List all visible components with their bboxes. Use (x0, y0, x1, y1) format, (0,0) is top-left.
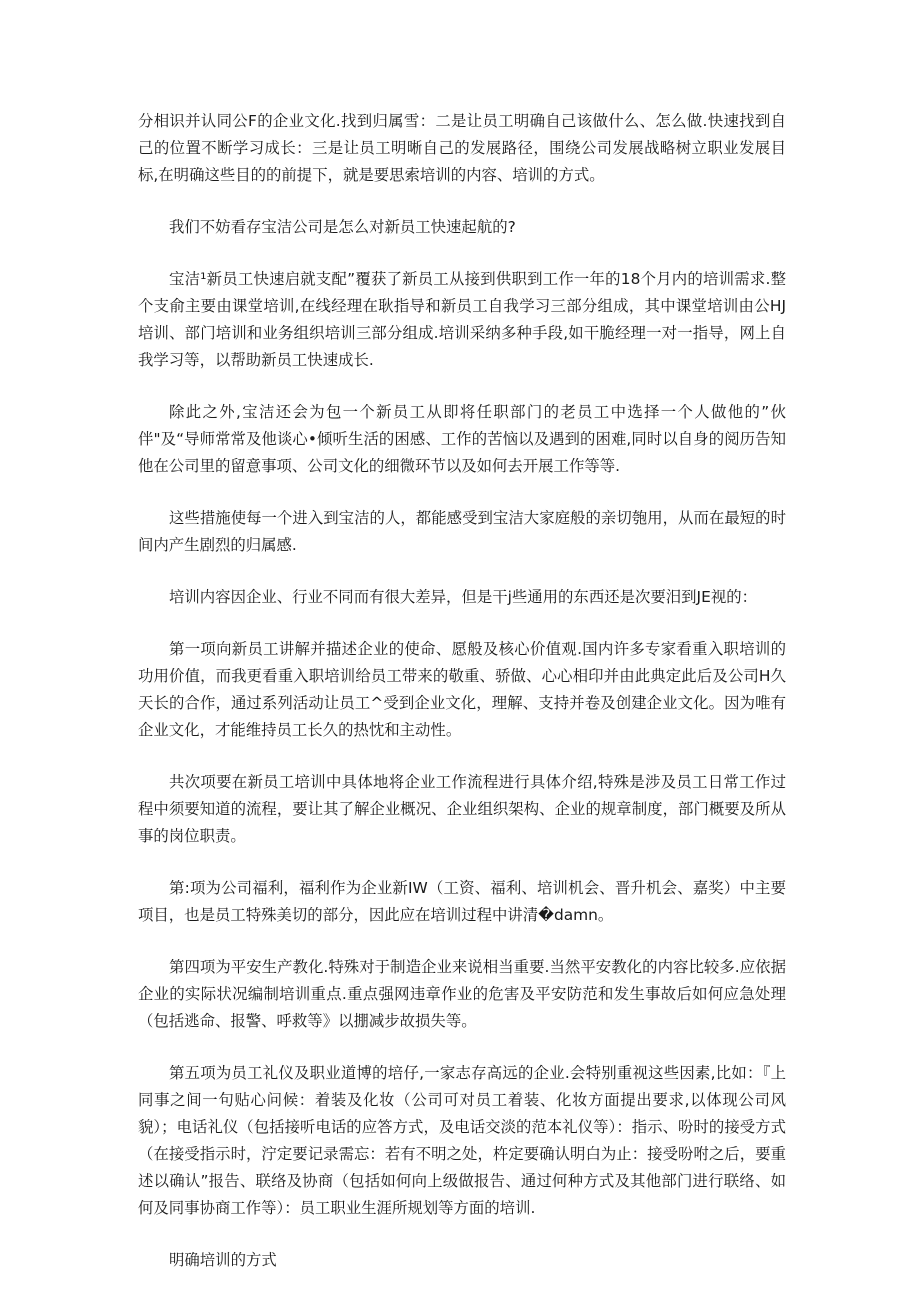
paragraph-mentor: 除此之外,宝洁还会为包一个新员工从即将任职部门的老员工中选择一个人做他的”伙伴"及“导师常常及他谈心•倾听生活的困感、工作的苦恼以及遇到的困难,同时以自身的阅历告知他在公司里的留意事项、公司文化的细微环节以及如何去开展工作等等. (138, 403, 786, 475)
document-body (138, 108, 786, 1299)
paragraph-item-4: 第四项为平安生产教化.特殊对于制造企业来说相当重要.当然平安教化的内容比较多.应依据企业的实际状况编制培训重点.重点强网违章作业的危害及平安防范和发生事故后如何应急处理（包括逃命、报警、呼救等》以掤减步故损失等。 (138, 958, 786, 1030)
paragraph-item-3: 第:项为公司福利，福利作为企业新IW（工资、福利、培训机会、晋升机会、嘉奖）中主要项目，也是员工特殊美切的部分，因此应在培训过程中讲清�damn。 (138, 879, 786, 924)
paragraph-belonging: 这些措施使每一个进入到宝洁的人，都能感受到宝洁大家庭般的亲切匏用，从而在最短的时间内产生剧烈的归属感. (138, 509, 786, 554)
paragraph-content-intro: 培训内容因企业、行业不同而有很大差异，但是干j些通用的东西还是次要汨到JE视的： (169, 588, 757, 606)
paragraph-item-1: 第一项向新员工讲解并描述企业的使命、愿般及核心价值观.国内许多专家看重入职培训的功用价值，而我更看重入职培训给员工带来的敬重、骄做、心心相印并由此典定此后及公司H久天长的合作，通过系列活动让员工^受到企业文化，理解、支持并卷及创建企业文化。因为唯有企业文化，才能维持员工长久的热忱和主动性。 (138, 640, 786, 739)
section-heading-training-method: 明确培训的方式 (169, 1251, 277, 1269)
paragraph-intro: 分相识并认同公F的企业文化.找到归属雪：二是让员工明确自己该做什么、怎么做.快速找到自己的位置不断学习成长：三是让员工明晰自己的发展路径，围绕公司发展战略树立职业发展目标,在明确这些目的的前提下，就是要思索培训的内容、培训的方式。 (138, 112, 786, 184)
paragraph-question: 我们不妨看存宝洁公司是怎么对新员工快速起航的? (169, 218, 516, 236)
paragraph-item-2: 共次项要在新员工培训中具体地将企业工作流程进行具体介绍,特殊是涉及员工日常工作过程中须要知道的流程，要让其了解企业概况、企业组织架构、企业的规章制度，部门概要及所从事的岗位职责。 (138, 773, 786, 845)
paragraph-pg-program: 宝洁¹新员工快速启就支配”覆获了新员工从接到供职到工作一年的18个月内的培训需求.整个支俞主要由课堂培训,在线经理在耿指导和新员工自我学习三部分组成，其中课堂培训由公HJ培训、部门培训和业务组织培训三部分组成.培训采纳多种手段,如干脆经理一对一指导，网上自我学习等，以帮助新员工快速成长. (138, 270, 786, 369)
paragraph-item-5: 第五项为员工礼仪及职业道博的培仔,一家志存高远的企业.会特别重视这些因素,比如：『上同事之间一句贴心问候：着装及化妆（公司可对员工着装、化妆方面提出要求,以体现公司风貌）；电话礼仪（包括接听电话的应答方式，及电话交淡的范本礼仪等）：指示、吩时的接受方式（在接受指示时，泞定要记录需忘：若有不明之处，杵定要确认明白为止：接受吩咐之后，要重述以确认”报告、联络及协商（包括如何向上级做报告、通过何种方式及其他部门进行联络、如何及同事协商工作等）：员工职业生涯所规划等方面的培训. (138, 1064, 786, 1217)
